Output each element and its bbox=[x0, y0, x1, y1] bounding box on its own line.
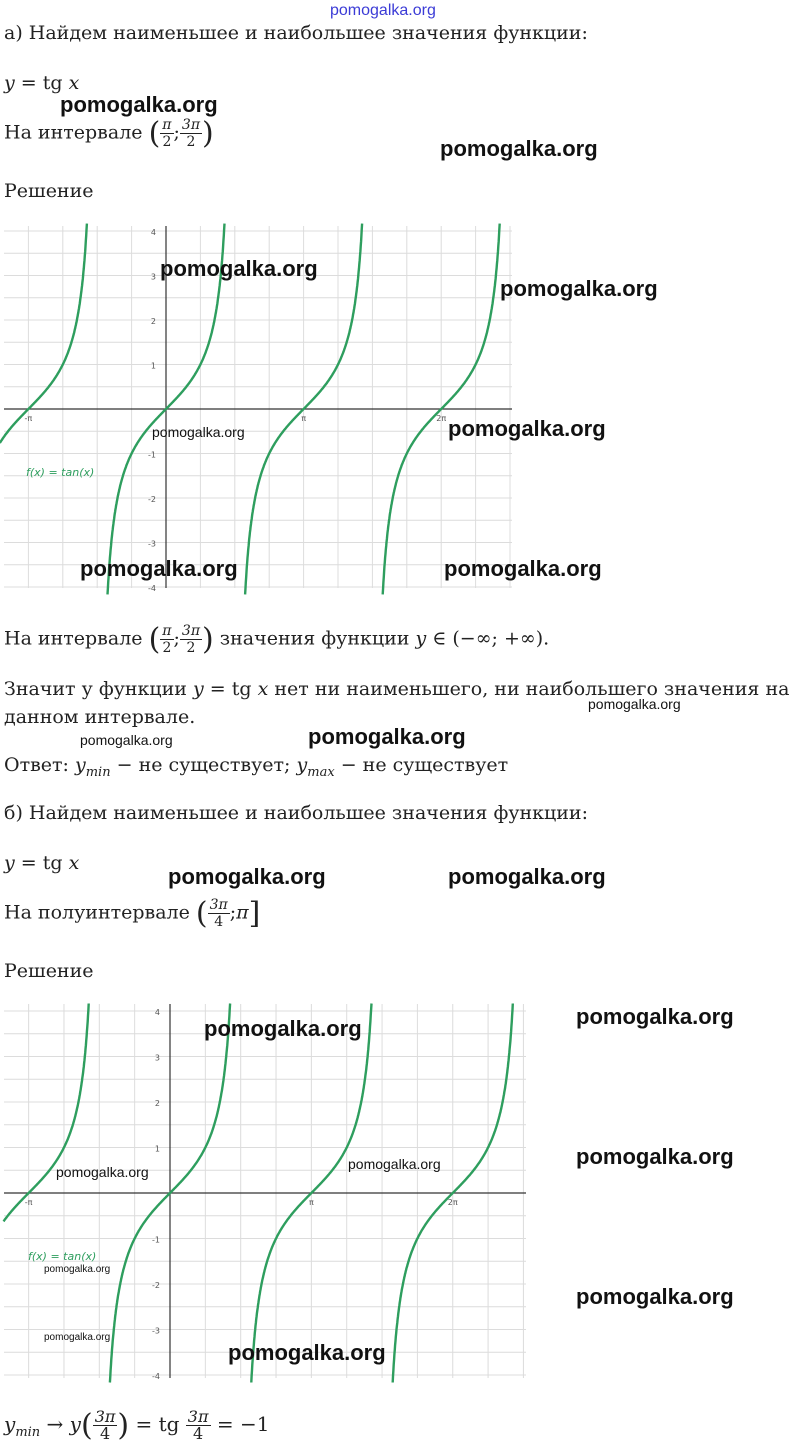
function-y: y bbox=[4, 72, 15, 94]
watermark: pomogalka.org bbox=[576, 1284, 734, 1309]
graph-grid bbox=[4, 1004, 526, 1378]
interval-left-fraction: $\frac{\pi}{2}$ bbox=[162, 117, 172, 150]
x-tick-label: 2π bbox=[436, 414, 447, 423]
part-b-solution-label: Решение bbox=[4, 960, 94, 982]
watermark: pomogalka.org bbox=[500, 276, 658, 301]
interval-label: На интервале bbox=[4, 121, 143, 144]
x-tick-label: 2π bbox=[447, 1198, 458, 1207]
tan-branch bbox=[0, 224, 87, 443]
part-b-interval: На полуинтервале ( $\frac{3\pi}{4}$ ;π] bbox=[4, 896, 261, 931]
graph-legend: f(x) = tan(x) bbox=[28, 1250, 97, 1263]
watermark: pomogalka.org bbox=[308, 724, 466, 749]
watermark: pomogalka.org bbox=[440, 136, 598, 161]
part-a-conclusion: Значит у функции y = tg x нет ни наименьшего, ни наибольшего значения на bbox=[4, 678, 789, 700]
graph-tick-labels bbox=[25, 228, 447, 593]
watermark: pomogalka.org bbox=[448, 864, 606, 889]
part-a-conclusion-line2: данном интервале. bbox=[4, 706, 196, 728]
watermark: pomogalka.org bbox=[576, 1004, 734, 1029]
y-tick-label: 2 bbox=[150, 317, 156, 326]
watermark: pomogalka.org bbox=[204, 1016, 362, 1041]
function-x: x bbox=[68, 72, 80, 94]
watermark: pomogalka.org bbox=[60, 92, 218, 117]
function-equals: = bbox=[20, 72, 37, 94]
part-a-heading: а) Найдем наименьшее и наибольшее значения функции: bbox=[4, 22, 588, 44]
y-tick-label: 1 bbox=[154, 1144, 160, 1154]
top-watermark: pomogalka.org bbox=[330, 2, 436, 19]
graph-axes bbox=[4, 1004, 526, 1378]
x-tick-label: -π bbox=[24, 414, 33, 423]
y-tick-label: -1 bbox=[152, 1235, 160, 1245]
part-a-answer: Ответ: $y_{min}$ − не существует; $y_{max}$ − не существует bbox=[4, 754, 509, 780]
watermark: pomogalka.org bbox=[348, 1156, 441, 1172]
y-tick-label: -3 bbox=[148, 539, 156, 549]
y-tick-label: 3 bbox=[150, 272, 156, 282]
tan-branch bbox=[4, 1004, 89, 1222]
watermark: pomogalka.org bbox=[80, 732, 173, 748]
y-tick-label: 3 bbox=[154, 1053, 160, 1063]
graph-tick-labels bbox=[25, 1008, 458, 1381]
y-tick-label: -2 bbox=[152, 1281, 160, 1290]
watermark: pomogalka.org bbox=[160, 256, 318, 281]
x-tick-label: π bbox=[308, 1198, 314, 1207]
y-tick-label: -3 bbox=[152, 1326, 160, 1336]
interval-right-fraction: $\frac{3\pi}{2}$ bbox=[181, 117, 201, 150]
y-tick-label: -4 bbox=[148, 584, 156, 593]
watermark: pomogalka.org bbox=[576, 1144, 734, 1169]
watermark: pomogalka.org bbox=[44, 1264, 111, 1275]
y-tick-label: 4 bbox=[150, 228, 156, 237]
watermark: pomogalka.org bbox=[56, 1164, 149, 1180]
part-a-solution-label: Решение bbox=[4, 180, 94, 202]
watermark: pomogalka.org bbox=[80, 556, 238, 581]
function-tg: tg bbox=[42, 72, 63, 94]
part-a-interval: На интервале ( $\frac{\pi}{2}$ ; $\frac{3\pi}{2}$ ) bbox=[4, 116, 214, 151]
y-tick-label: 1 bbox=[150, 361, 156, 371]
watermark: pomogalka.org bbox=[168, 864, 326, 889]
graph-legend: f(x) = tan(x) bbox=[26, 466, 95, 479]
watermark: pomogalka.org bbox=[444, 556, 602, 581]
watermark: pomogalka.org bbox=[228, 1340, 386, 1365]
y-tick-label: 2 bbox=[154, 1099, 160, 1108]
y-tick-label: -1 bbox=[148, 450, 156, 460]
watermark: pomogalka.org bbox=[152, 424, 245, 440]
y-tick-label: -2 bbox=[148, 495, 156, 504]
y-tick-label: -4 bbox=[152, 1372, 160, 1381]
x-tick-label: -π bbox=[24, 1198, 33, 1207]
part-b-heading: б) Найдем наименьшее и наибольшее значения функции: bbox=[4, 802, 588, 824]
watermark: pomogalka.org bbox=[44, 1332, 111, 1343]
x-tick-label: π bbox=[301, 414, 307, 423]
part-a-range-statement: На интервале ( $\frac{\pi}{2}$ ; $\frac{3\pi}{2}$ ) значения функции y ∈ (−∞; +∞). bbox=[4, 622, 550, 657]
tan-graph-b bbox=[4, 1004, 526, 1381]
part-a-function bbox=[4, 72, 79, 94]
part-b-function: y = tg x bbox=[4, 852, 80, 874]
y-tick-label: 4 bbox=[154, 1008, 160, 1017]
watermark: pomogalka.org bbox=[448, 416, 606, 441]
part-b-result: $y_{min} \to y$( $\frac{3\pi}{4}$ ) = tg $\frac{3\pi}{4}$ = −1 bbox=[4, 1407, 270, 1443]
watermark: pomogalka.org bbox=[588, 696, 681, 712]
